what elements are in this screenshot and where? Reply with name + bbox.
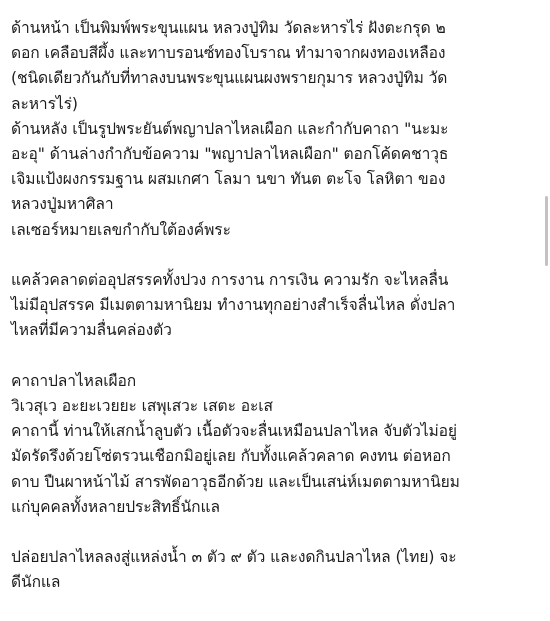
post-paragraph-benefits [11,268,533,344]
post-paragraph-description [11,16,533,243]
text-line: ปล่อยปลาไหลลงสู่แหล่งน้ำ ๓ ตัว ๙ ตัว และงดกินปลาไหล (ไทย) จะ [11,548,457,567]
text-line: (ชนิดเดียวกันกับที่ทาลงบนพระขุนแผนผงพรายกุมาร หลวงปู่ทิม วัด [11,69,448,88]
text-line: อะอุ" ด้านล่างกำกับข้อความ "พญาปลาไหลเผือก" ตอกโค้ดคชาวุธ [11,145,449,164]
text-line: เลเซอร์หมายเลขกำกับใต้องค์พระ [11,220,231,239]
text-line: คาถาปลาไหลเผือก [11,371,137,390]
text-line: ไหลที่มีความลื่นคล่องตัว [11,321,172,340]
text-line: ด้านหลัง เป็นรูปพระยันต์พญาปลาไหลเผือก และกำกับคาถา "นะมะ [11,119,449,138]
text-line: ละหารไร่) [11,94,78,113]
text-line: ไม่มีอุปสรรค มีเมตตามหานิยม ทำงานทุกอย่างสำเร็จลื่นไหล ดั่งปลา [11,296,456,315]
text-line: ดาบ ปืนผาหน้าไม้ สารพัดอาวุธอีกด้วย และเป็นเสน่ห์เมตตามหานิยม [11,472,460,491]
text-line: หลวงปู่มหาศิลา [11,195,114,214]
post-paragraph-practice [11,545,533,595]
post-paragraph-chant [11,369,533,520]
scrollbar[interactable] [542,0,550,615]
text-line: วิเวสุเว อะยะเวยยะ เสพุเสวะ เสตะ อะเส [11,397,273,416]
text-line: ดีนักแล [11,573,61,592]
text-line: ด้านหน้า เป็นพิมพ์พระขุนแผน หลวงปู่ทิม วัดละหารไร่ ฝังตะกรุด ๒ [11,19,446,37]
scrollbar-thumb[interactable] [545,196,548,266]
text-line: มัดรัดรึงด้วยโซ่ตรวนเชือกมิอยู่เลย กับทั้งแคล้วคลาด คงทน ต่อหอก [11,447,451,466]
post-body [11,16,533,621]
text-line: แคล้วคลาดต่ออุปสรรคทั้งปวง การงาน การเงิน ความรัก จะไหลลื่น [11,271,449,290]
text-line: แก่บุคคลทั้งหลายประสิทธิ์นักแล [11,497,220,516]
text-line: เจิมแป้งผงกรรมฐาน ผสมเกศา โลมา นขา ทันต ตะโจ โลหิตา ของ [11,170,446,189]
text-line: คาถานี้ ท่านให้เสกน้ำลูบตัว เนื้อตัวจะลื่นเหมือนปลาไหล จับตัวไม่อยู่ [11,422,457,441]
text-line: ดอก เคลือบสีผึ้ง และทาบรอนซ์ทองโบราณ ทำมาจากผงทองเหลือง [11,44,446,63]
